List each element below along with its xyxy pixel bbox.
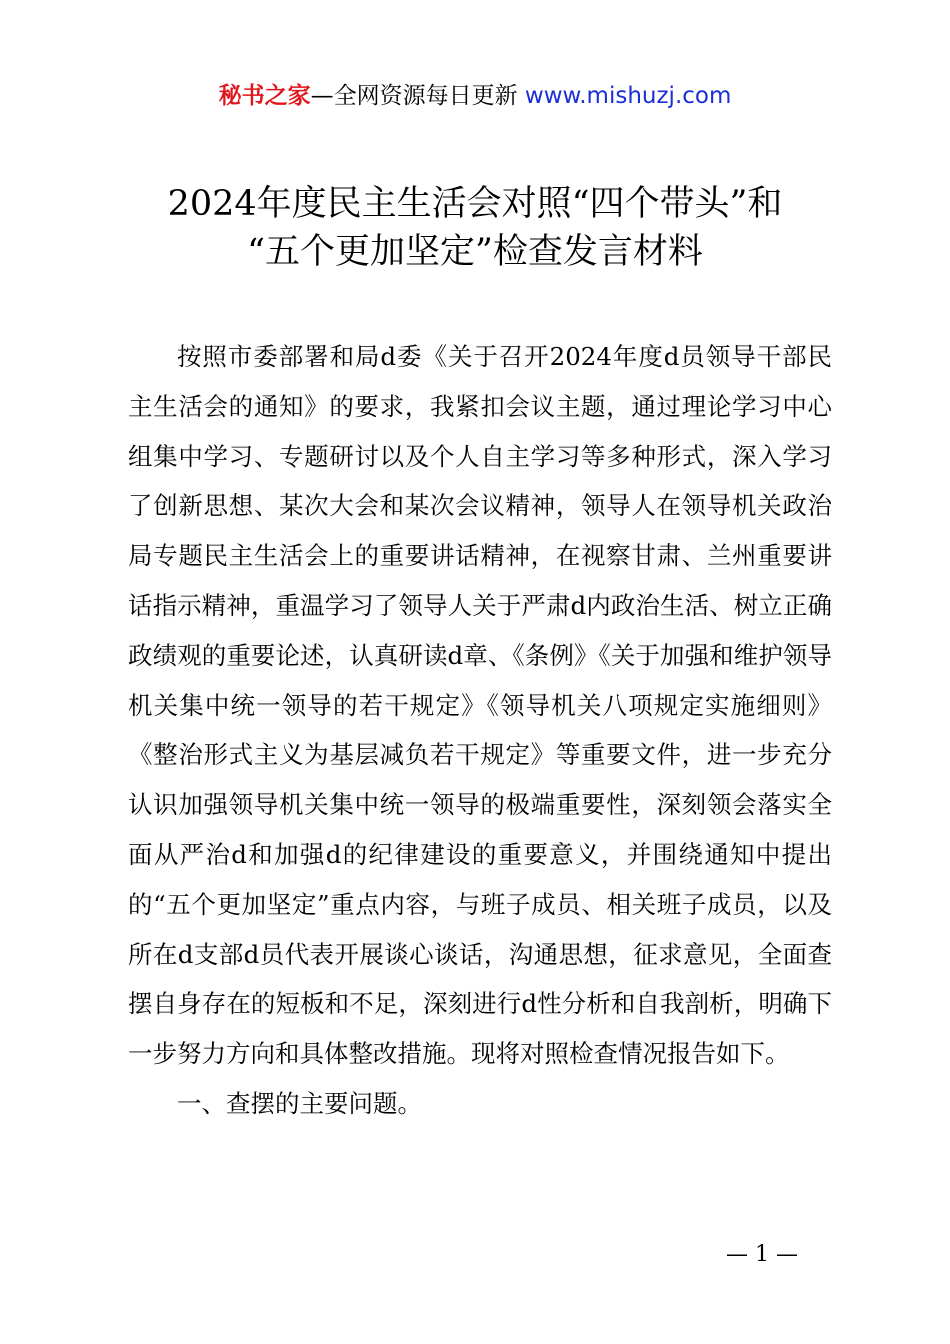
- document-body: [128, 332, 832, 1129]
- site-slogan: —全网资源每日更新: [310, 83, 518, 109]
- site-header-banner: [0, 80, 950, 112]
- document-title: [100, 180, 850, 276]
- site-url-link[interactable]: www.mishuzj.com: [524, 83, 732, 109]
- intro-paragraph: 按照市委部署和局d委《关于召开2024年度d员领导干部民主生活会的通知》的要求，我紧扣会议主题，通过理论学习中心组集中学习、专题研讨以及个人自主学习等多种形式，深入学习了创新思想、某次大会和某次会议精神，领导人在领导机关政治局专题民主生活会上的重要讲话精神，在视察甘肃、兰州重要讲话指示精神，重温学习了领导人关于严肃d内政治生活、树立正确政绩观的重要论述，认真研读d章、《条例》《关于加强和维护领导机关集中统一领导的若干规定》《领导机关八项规定实施细则》《整治形式主义为基层减负若干规定》等重要文件，进一步充分认识加强领导机关集中统一领导的极端重要性，深刻领会落实全面从严治d和加强d的纪律建设的重要意义，并围绕通知中提出的“五个更加坚定”重点内容，与班子成员、相关班子成员，以及所在d支部d员代表开展谈心谈话，沟通思想，征求意见，全面查摆自身存在的短板和不足，深刻进行d性分析和自我剖析，明确下一步努力方向和具体整改措施。现将对照检查情况报告如下。: [128, 342, 832, 1069]
- document-title-line-2: “五个更加坚定”检查发言材料: [247, 232, 703, 272]
- section-heading-1: 一、查摆的主要问题。: [177, 1088, 422, 1118]
- page-number: — 1 —: [726, 1242, 798, 1267]
- document-title-line-1: 2024年度民主生活会对照“四个带头”和: [167, 184, 783, 224]
- site-brand: 秘书之家: [218, 83, 311, 109]
